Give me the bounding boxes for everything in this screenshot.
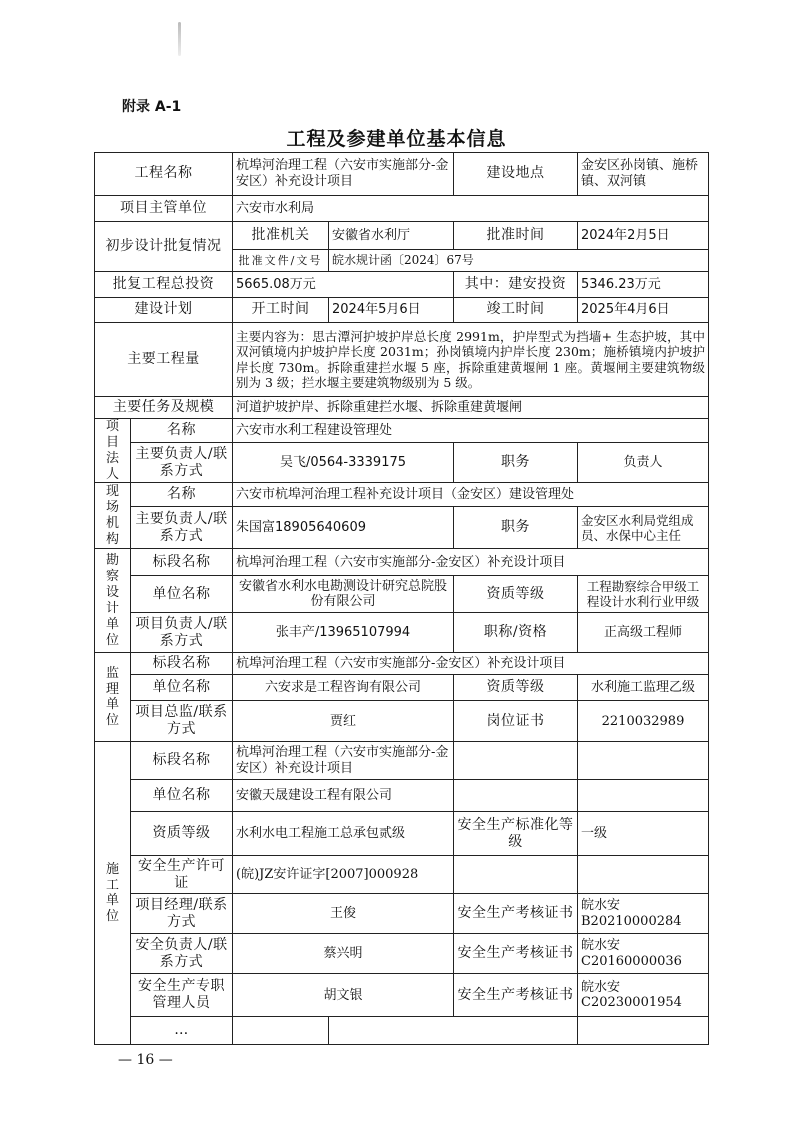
approval-label: 初步设计批复情况 [95, 222, 233, 272]
row-construction-pm [95, 894, 709, 934]
row-construction-safety-head [95, 934, 709, 974]
construction-section-value: 杭埠河治理工程（六安市实施部分-金安区）补充设计项目 [233, 742, 454, 780]
row-tasks [95, 397, 709, 419]
start-time-label: 开工时间 [233, 298, 329, 323]
construction-unit-value: 安徽天晟建设工程有限公司 [233, 780, 454, 812]
site-name-label: 名称 [131, 483, 233, 507]
works-label: 主要工程量 [95, 323, 233, 397]
construction-group-label: 施工单位 [95, 742, 131, 1045]
row-legal-name [95, 419, 709, 443]
document-title: 工程及参建单位基本信息 [286, 128, 507, 150]
site-group-label: 现场机构 [95, 483, 131, 549]
project-info-table [94, 152, 709, 1045]
schedule-label: 建设计划 [95, 298, 233, 323]
approval-agency-value: 安徽省水利厅 [329, 222, 454, 250]
approval-time-label: 批准时间 [454, 222, 578, 250]
site-head-value: 朱国富18905640609 [233, 507, 454, 549]
construction-safety-staff-cert-value: 皖水安C20230001954 [578, 974, 709, 1017]
construction-pm-label: 项目经理/联系方式 [131, 894, 233, 934]
investment-sub: 5346.23万元 [578, 272, 709, 298]
row-supervision-section [95, 653, 709, 675]
investment-label: 批复工程总投资 [95, 272, 233, 298]
survey-pm-value: 张丰产/13965107994 [233, 613, 454, 653]
construction-safety-head-label: 安全负责人/联系方式 [131, 934, 233, 974]
survey-qual-label: 资质等级 [454, 576, 578, 613]
start-time-value: 2024年5月6日 [329, 298, 454, 323]
supervision-section-label: 标段名称 [131, 653, 233, 675]
legal-duty-label: 职务 [454, 443, 578, 483]
row-survey-unit [95, 576, 709, 613]
project-name-label: 工程名称 [95, 153, 233, 196]
site-duty-value: 金安区水利局党组成员、水保中心主任 [578, 507, 709, 549]
construction-permit-label: 安全生产许可证 [131, 856, 233, 894]
supervision-qual-label: 资质等级 [454, 675, 578, 701]
construction-safety-std-label: 安全生产标准化等级 [454, 812, 578, 856]
investment-total: 5665.08万元 [233, 272, 454, 298]
ellipsis-mark: … [131, 1017, 233, 1045]
construction-pm-cert-label: 安全生产考核证书 [454, 894, 578, 934]
tasks-label: 主要任务及规模 [95, 397, 233, 419]
approval-doc-label: 批准文件/文号 [233, 250, 329, 272]
appendix-label: 附录 A-1 [122, 99, 182, 115]
scan-mark [178, 22, 181, 56]
supervision-section-value: 杭埠河治理工程（六安市实施部分-金安区）补充设计项目 [233, 653, 709, 675]
survey-section-value: 杭埠河治理工程（六安市实施部分-金安区）补充设计项目 [233, 549, 709, 576]
construction-safety-staff-label: 安全生产专职管理人员 [131, 974, 233, 1017]
row-survey-pm [95, 613, 709, 653]
location-value: 金安区孙岗镇、施桥镇、双河镇 [578, 153, 709, 196]
survey-section-label: 标段名称 [131, 549, 233, 576]
site-duty-label: 职务 [454, 507, 578, 549]
end-time-label: 竣工时间 [454, 298, 578, 323]
construction-safety-staff-cert-label: 安全生产考核证书 [454, 974, 578, 1017]
works-text: 主要内容为：思古潭河护坡护岸总长度 2991m，护岸型式为挡墙+ 生态护坡，其中双河镇境内护坡护岸长度 2031m；孙岗镇境内护岸长度 230m；施桥镇境内护坡护岸长度 730m。拆除重建拦水堰 5 座，拆除重建黄堰闸 1 座。黄堰闸主要建筑物级别为 3 级；拦水堰主要建筑物级别为 5 级。 [233, 323, 709, 397]
authority-value: 六安市水利局 [233, 196, 709, 222]
construction-unit-label: 单位名称 [131, 780, 233, 812]
row-construction-qual [95, 812, 709, 856]
row-ellipsis [95, 1017, 709, 1045]
row-investment [95, 272, 709, 298]
row-construction-permit [95, 856, 709, 894]
construction-permit-value: (皖)JZ安许证字[2007]000928 [233, 856, 454, 894]
row-construction-unit [95, 780, 709, 812]
project-name-value: 杭埠河治理工程（六安市实施部分-金安区）补充设计项目 [233, 153, 454, 196]
row-site-head [95, 507, 709, 549]
survey-group-label: 勘察设计单位 [95, 549, 131, 653]
construction-safety-staff-value: 胡文银 [233, 974, 454, 1017]
legal-name-value: 六安市水利工程建设管理处 [233, 419, 709, 443]
construction-qual-value: 水利水电工程施工总承包贰级 [233, 812, 454, 856]
row-works [95, 323, 709, 397]
site-name-value: 六安市杭埠河治理工程补充设计项目（金安区）建设管理处 [233, 483, 709, 507]
row-construction-safety-staff [95, 974, 709, 1017]
survey-unit-value: 安徽省水利水电勘测设计研究总院股份有限公司 [233, 576, 454, 613]
construction-safety-head-value: 蔡兴明 [233, 934, 454, 974]
approval-time-value: 2024年2月5日 [578, 222, 709, 250]
authority-label: 项目主管单位 [95, 196, 233, 222]
row-schedule [95, 298, 709, 323]
construction-pm-value: 王俊 [233, 894, 454, 934]
supervision-unit-value: 六安求是工程咨询有限公司 [233, 675, 454, 701]
end-time-value: 2025年4月6日 [578, 298, 709, 323]
investment-sub-label: 其中：建安投资 [454, 272, 578, 298]
construction-section-label: 标段名称 [131, 742, 233, 780]
row-project-name [95, 153, 709, 196]
legal-name-label: 名称 [131, 419, 233, 443]
survey-pm-label: 项目负责人/联系方式 [131, 613, 233, 653]
supervision-qual-value: 水利施工监理乙级 [578, 675, 709, 701]
construction-pm-cert-value: 皖水安B20210000284 [578, 894, 709, 934]
survey-unit-label: 单位名称 [131, 576, 233, 613]
row-approval-1 [95, 222, 709, 250]
construction-safety-head-cert-label: 安全生产考核证书 [454, 934, 578, 974]
survey-title-value: 正高级工程师 [578, 613, 709, 653]
row-authority [95, 196, 709, 222]
row-supervision-chief [95, 701, 709, 742]
supervision-chief-value: 贾红 [233, 701, 454, 742]
legal-duty-value: 负责人 [578, 443, 709, 483]
page-number: — 16 — [118, 1052, 173, 1068]
approval-agency-label: 批准机关 [233, 222, 329, 250]
site-head-label: 主要负责人/联系方式 [131, 507, 233, 549]
row-legal-head [95, 443, 709, 483]
tasks-text: 河道护坡护岸、拆除重建拦水堰、拆除重建黄堰闸 [233, 397, 709, 419]
supervision-cert-label: 岗位证书 [454, 701, 578, 742]
row-site-name [95, 483, 709, 507]
supervision-unit-label: 单位名称 [131, 675, 233, 701]
construction-qual-label: 资质等级 [131, 812, 233, 856]
survey-qual-value: 工程勘察综合甲级工程设计水利行业甲级 [578, 576, 709, 613]
row-construction-section [95, 742, 709, 780]
location-label: 建设地点 [454, 153, 578, 196]
supervision-group-label: 监理单位 [95, 653, 131, 742]
legal-group-label: 项目法人 [95, 419, 131, 483]
row-survey-section [95, 549, 709, 576]
construction-safety-head-cert-value: 皖水安C20160000036 [578, 934, 709, 974]
survey-title-label: 职称/资格 [454, 613, 578, 653]
approval-doc-value: 皖水规计函〔2024〕67号 [329, 250, 709, 272]
legal-head-label: 主要负责人/联系方式 [131, 443, 233, 483]
supervision-chief-label: 项目总监/联系方式 [131, 701, 233, 742]
supervision-cert-value: 2210032989 [578, 701, 709, 742]
construction-safety-std-value: 一级 [578, 812, 709, 856]
row-supervision-unit [95, 675, 709, 701]
legal-head-value: 吴飞/0564-3339175 [233, 443, 454, 483]
